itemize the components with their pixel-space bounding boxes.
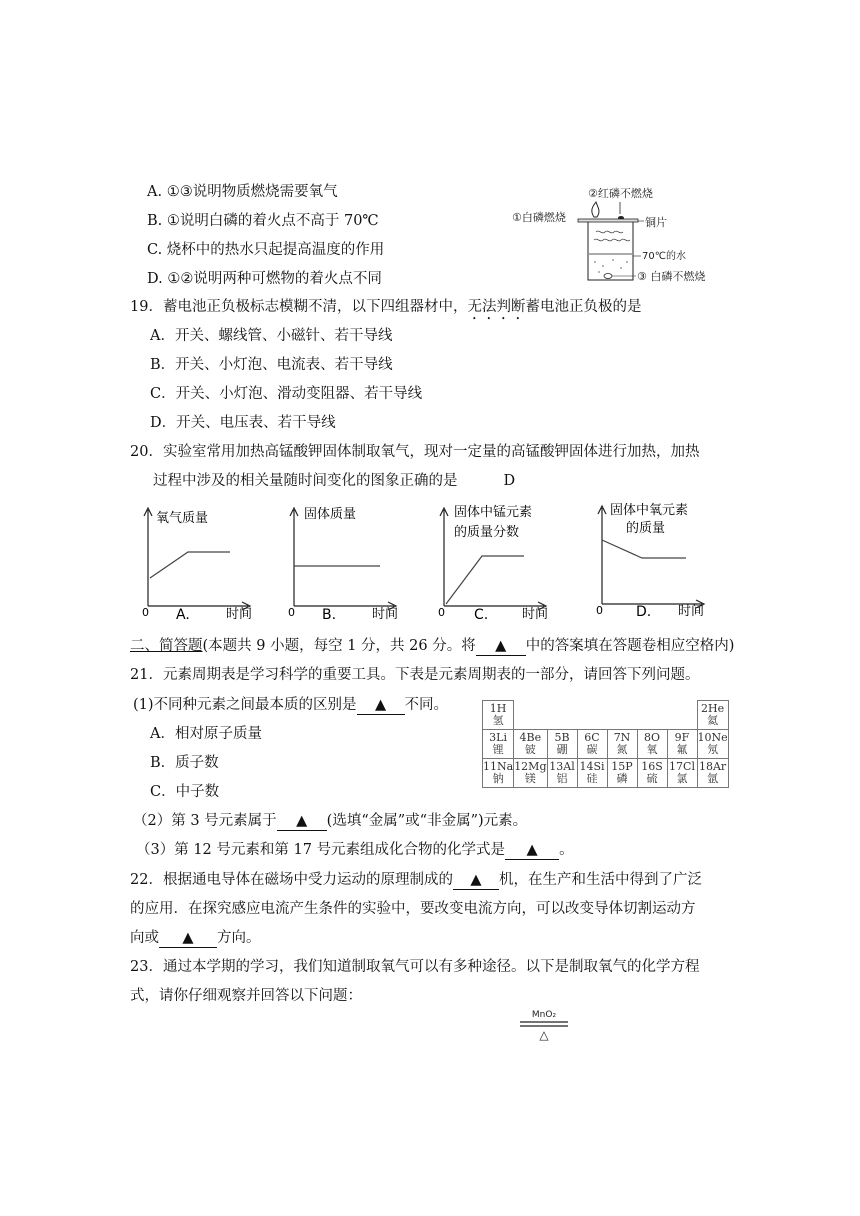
q18-option-c: C. 烧杯中的热水只起提高温度的作用 (147, 242, 385, 258)
element-cell: 14Si 硅 (577, 759, 607, 788)
q20-line2: 过程中涉及的相关量随时间变化的图象正确的是 D (153, 473, 516, 489)
section2-heading: 二、简答题(本题共 9 小题，每空 1 分，共 26 分。将 ▲ 中的答案填在答题卷相应空格内) (130, 638, 735, 654)
q21-option-a: A．相对原子质量 (150, 726, 262, 742)
q20-answer: D (503, 473, 516, 489)
periodic-table (482, 700, 729, 788)
graph-c-xlabel: 时间 (522, 607, 549, 622)
element-cell: 2He 氦 (697, 701, 728, 730)
graph-c (434, 500, 574, 622)
graph-d-origin: 0 (596, 604, 603, 617)
element-cell: 15P 磷 (607, 759, 637, 788)
graph-b-ylabel: 固体质量 (304, 507, 357, 522)
reaction-condition-sign (516, 1006, 572, 1042)
graph-d (590, 498, 730, 620)
q21-part1: (1)不同种元素之间最本质的区别是 ▲ 不同。 (133, 697, 449, 713)
graph-b-origin: 0 (288, 606, 295, 619)
q21-part3: （3）第 12 号元素和第 17 号元素组成化合物的化学式是 ▲ 。 (136, 842, 574, 858)
q22-line1: 22．根据通电导体在磁场中受力运动的原理制成的 ▲ 机，在生产和生活中得到了广泛 (130, 872, 702, 888)
graph-c-ylabel2: 的质量分数 (454, 525, 520, 540)
q22-line3: 向或 ▲ 方向。 (130, 930, 261, 946)
element-cell: 18Ar 氩 (697, 759, 728, 788)
element-cell: 1H 氢 (483, 701, 514, 730)
element-cell: 10Ne 氖 (697, 730, 728, 759)
element-cell: 12Mg 镁 (514, 759, 547, 788)
graph-a-ylabel: 氧气质量 (156, 511, 209, 526)
periodic-row-3 (483, 759, 729, 788)
fig-label-white-phosphorus: ①白磷燃烧 (512, 211, 566, 224)
q22-line2: 的应用．在探究感应电流产生条件的实验中，要改变电流方向，可以改变导体切割运动方 (130, 901, 696, 917)
graph-a-xlabel: 时间 (226, 607, 253, 622)
q18-option-a: A. ①③说明物质燃烧需要氧气 (147, 184, 338, 200)
graph-d-letter: D. (636, 604, 652, 620)
q19-stem: 19．蓄电池正负极标志模糊不清，以下四组器材中，无法判断蓄电池正负极的是 (130, 299, 642, 315)
q19-option-b: B．开关、小灯泡、电流表、若干导线 (150, 357, 393, 373)
graph-a-origin: 0 (142, 606, 149, 619)
q21-stem: 21．元素周期表是学习科学的重要工具。下表是元素周期表的一部分，请回答下列问题。 (130, 667, 700, 683)
q18-option-d: D. ①②说明两种可燃物的着火点不同 (147, 271, 382, 287)
element-cell: 5B 硼 (547, 730, 577, 759)
combustion-apparatus-figure (508, 180, 738, 290)
catalyst-label: MnO₂ (531, 1010, 557, 1020)
graph-c-curve (446, 556, 524, 604)
q19-option-a: A．开关、螺线管、小磁针、若干导线 (150, 328, 393, 344)
q21-option-c: C．中子数 (150, 784, 220, 800)
q21-part2: （2）第 3 号元素属于 ▲ (选填“金属”或“非金属”)元素。 (133, 813, 528, 829)
graph-a-curve (150, 552, 230, 578)
element-cell: 17Cl 氯 (667, 759, 697, 788)
graph-b-xlabel: 时间 (372, 607, 399, 622)
q21-option-b: B．质子数 (150, 755, 219, 771)
element-cell: 6C 碳 (577, 730, 607, 759)
graph-b-letter: B. (322, 607, 337, 622)
periodic-row-1 (483, 701, 729, 730)
graph-a-letter: A. (176, 607, 190, 622)
graph-d-ylabel2: 的质量 (626, 521, 666, 536)
q23-line1: 23．通过本学期的学习，我们知道制取氧气可以有多种途径。以下是制取氧气的化学方程 (130, 959, 700, 975)
q20-line1: 20．实验室常用加热高锰酸钾固体制取氧气，现对一定量的高锰酸钾固体进行加热，加热 (130, 444, 700, 460)
q18-option-b: B. ①说明白磷的着火点不高于 70℃ (147, 213, 379, 229)
graph-d-xlabel: 时间 (678, 604, 705, 619)
graph-c-origin: 0 (438, 606, 445, 619)
element-cell: 7N 氮 (607, 730, 637, 759)
fig-label-red-phosphorus: ②红磷不燃烧 (588, 187, 653, 200)
q23-line2: 式，请你仔细观察并回答以下问题： (130, 988, 362, 1004)
heat-label: △ (539, 1028, 549, 1042)
element-cell: 16S 硫 (637, 759, 667, 788)
element-cell: 3Li 锂 (483, 730, 514, 759)
graph-c-letter: C. (474, 607, 489, 622)
fig-label-underwater: ③ 白磷不燃烧 (637, 270, 706, 283)
element-cell: 9F 氟 (667, 730, 697, 759)
element-cell: 13Al 铝 (547, 759, 577, 788)
periodic-row-2 (483, 730, 729, 759)
element-cell: 11Na 钠 (483, 759, 514, 788)
element-cell: 4Be 铍 (514, 730, 547, 759)
graph-a (138, 500, 278, 622)
fig-label-copper: 铜片 (645, 216, 667, 229)
graph-b (284, 500, 424, 622)
q19-option-d: D．开关、电压表、若干导线 (150, 415, 336, 431)
element-cell: 8O 氧 (637, 730, 667, 759)
graph-c-ylabel: 固体中锰元素 (454, 505, 533, 520)
fig-label-water: 70℃的水 (642, 251, 686, 262)
q19-option-c: C．开关、小灯泡、滑动变阻器、若干导线 (150, 386, 423, 402)
graph-d-curve (602, 540, 686, 558)
graph-d-ylabel: 固体中氧元素 (610, 503, 689, 518)
